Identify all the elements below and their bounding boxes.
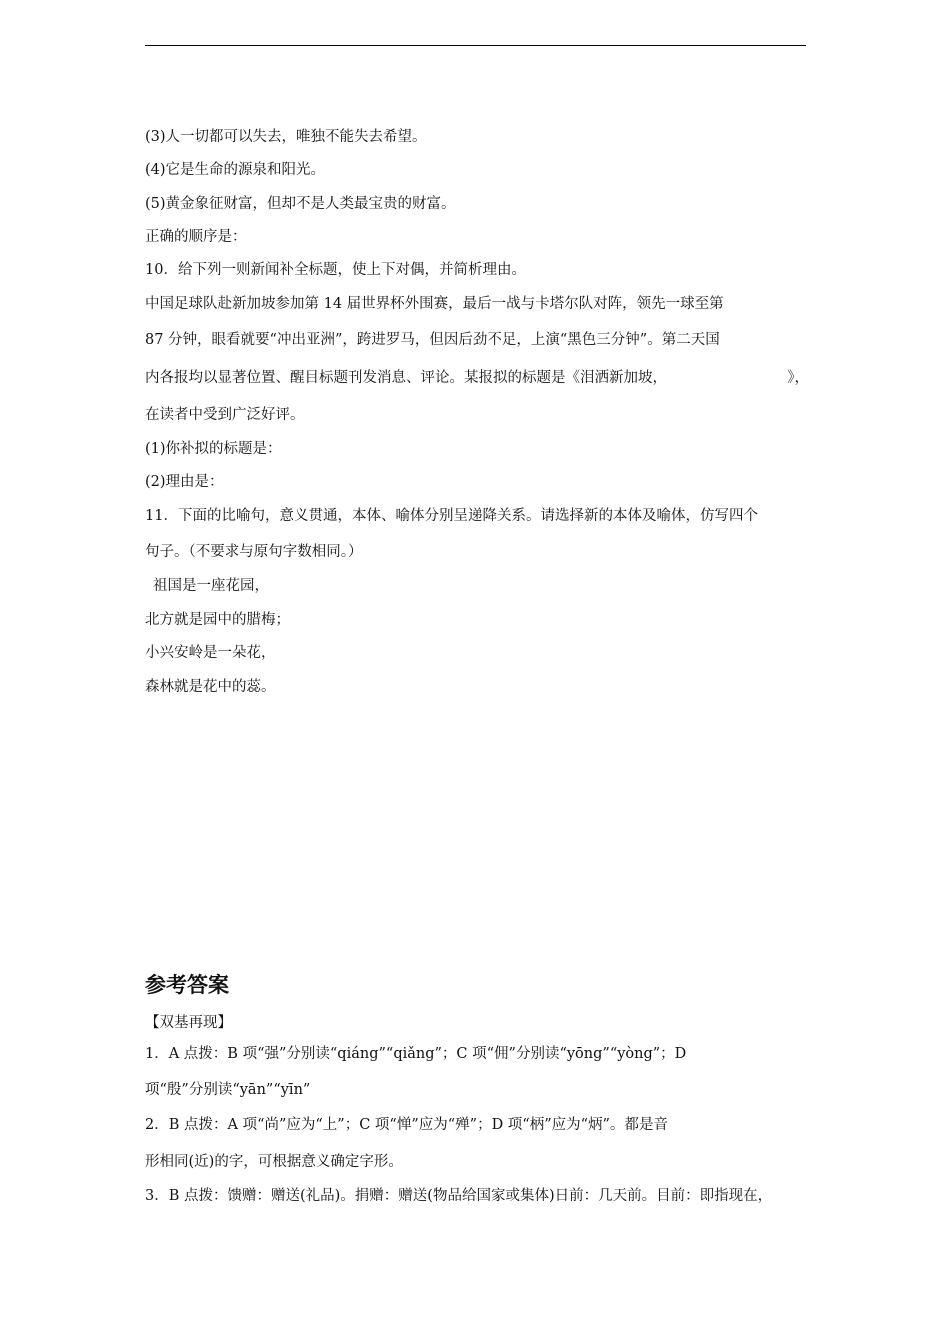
q11-example-line-4: 森林就是花中的蕊。 [145, 679, 276, 695]
q10-news-line-3-left: 内各报均以显著位置、醒目标题刊发消息、评论。某报拟的标题是《泪洒新加坡， [145, 370, 667, 386]
answers-section-title: 【双基再现】 [145, 1015, 232, 1031]
q10-news-line-3 [145, 367, 809, 389]
q10-news-line-1: 中国足球队赴新加坡参加第 14 届世界杯外围赛，最后一战与卡塔尔队对阵，领先一球至第 [145, 296, 724, 312]
answer-2-line-1: 2．B 点拨：A 项“尚”应为“上”；C 项“惮”应为“殚”；D 项“柄”应为“炳”。都是音 [145, 1117, 668, 1133]
q10-prompt: 10．给下列一则新闻补全标题，使上下对偶，并简析理由。 [145, 262, 526, 278]
answer-3-line-1: 3．B 点拨：馈赠：赠送(礼品)。捐赠：赠送(物品给国家或集体)日前：几天前。目前：即指现在， [145, 1188, 773, 1204]
q10-news-line-2: 87 分钟，眼看就要“冲出亚洲”，跨进罗马，但因后劲不足，上演“黑色三分钟”。第二天国 [145, 332, 720, 348]
answer-1-line-2: 项“殷”分别读“yān”“yīn” [145, 1082, 311, 1098]
item-4: (4)它是生命的源泉和阳光。 [145, 162, 326, 178]
answers-heading: 参考答案 [145, 973, 229, 997]
q11-example-line-1: 祖国是一座花园， [153, 578, 269, 594]
q11-example-line-3: 小兴安岭是一朵花， [145, 645, 276, 661]
q10-sub-1: (1)你补拟的标题是： [145, 441, 282, 457]
order-prompt: 正确的顺序是： [145, 229, 247, 245]
item-5: (5)黄金象征财富，但却不是人类最宝贵的财富。 [145, 196, 456, 212]
q11-example-line-2: 北方就是园中的腊梅； [145, 612, 290, 628]
q10-news-line-3-right: 》， [787, 370, 809, 386]
q10-news-line-4: 在读者中受到广泛好评。 [145, 407, 305, 423]
item-3: (3)人一切都可以失去，唯独不能失去希望。 [145, 129, 427, 145]
q11-prompt-line-1: 11．下面的比喻句，意义贯通，本体、喻体分别呈递降关系。请选择新的本体及喻体，仿写四个 [145, 508, 758, 524]
answer-2-line-2: 形相同(近)的字，可根据意义确定字形。 [145, 1154, 403, 1170]
q11-prompt-line-2: 句子。（不要求与原句字数相同。） [145, 544, 363, 560]
answer-1-line-1: 1．A 点拨：B 项“强”分别读“qiáng”“qiǎng”；C 项“佣”分别读“yōng”“yòng”；D [145, 1046, 687, 1062]
q10-sub-2: (2)理由是： [145, 474, 224, 490]
header-rule [145, 45, 806, 46]
